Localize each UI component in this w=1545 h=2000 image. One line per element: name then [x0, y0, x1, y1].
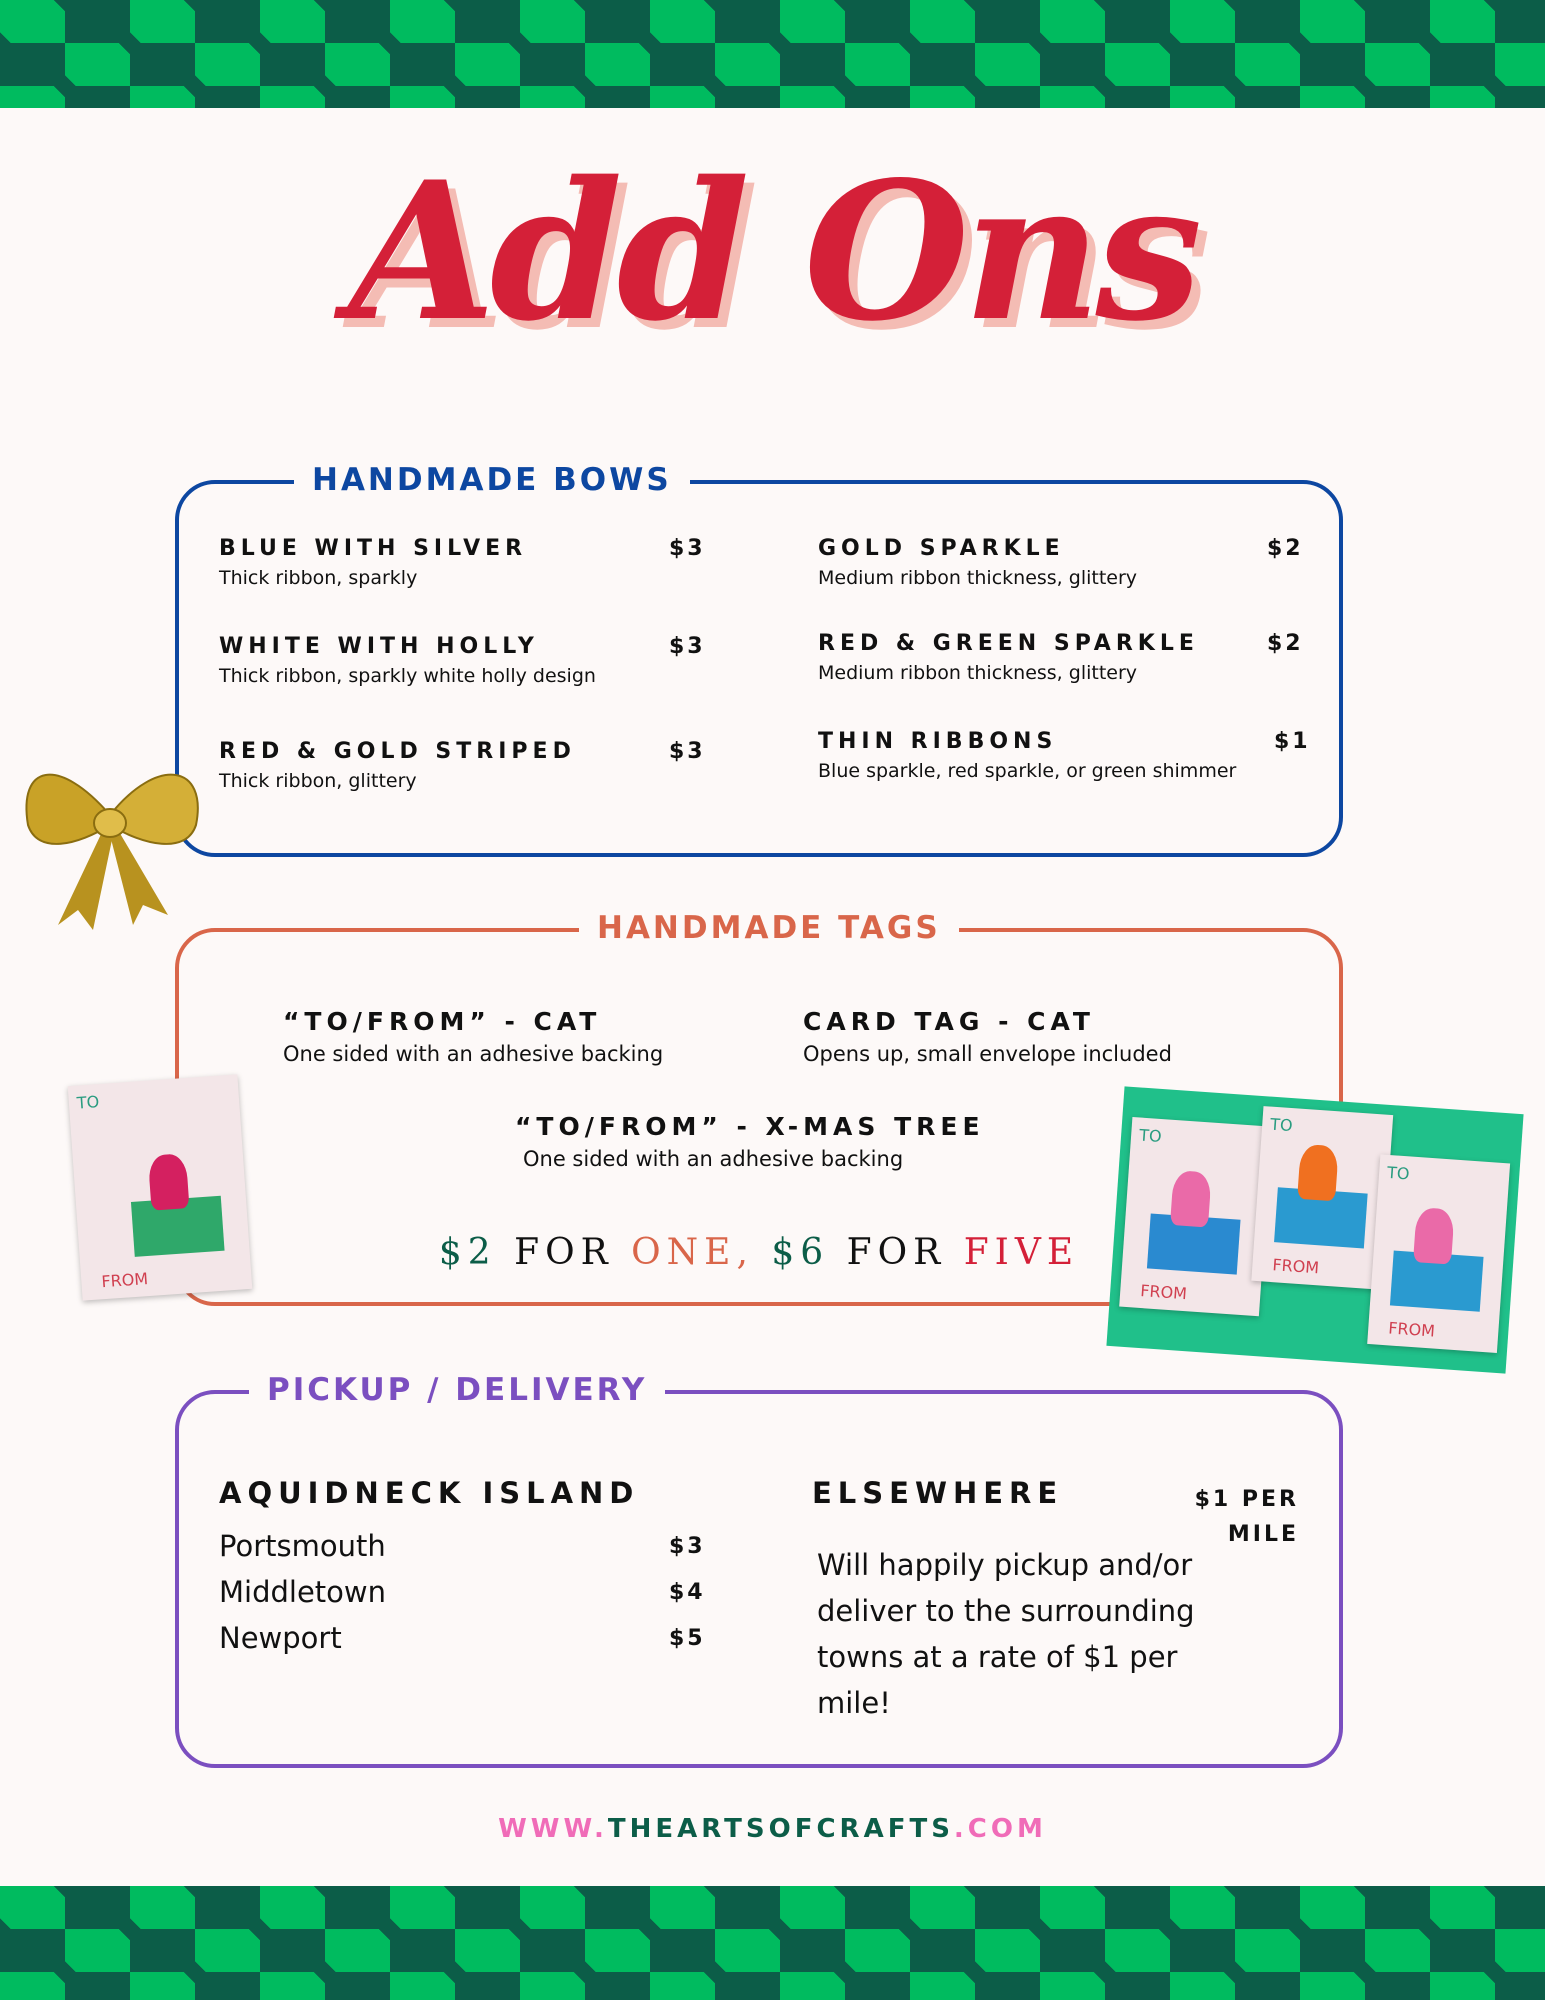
- tag-pricing: $2 FOR ONE, $6 FOR FIVE: [438, 1232, 1080, 1273]
- town-price: $4: [669, 1580, 706, 1605]
- website-link[interactable]: WWW.THEARTSOFCRAFTS.COM: [498, 1814, 1047, 1844]
- bow-price: $3: [669, 634, 706, 659]
- town-name: Newport: [219, 1621, 342, 1655]
- town-price: $3: [669, 1534, 706, 1559]
- card-tags-image: TO FROM TO FROM TO FROM: [1106, 1086, 1523, 1373]
- bow-price: $2: [1267, 631, 1304, 656]
- delivery-section: [175, 1372, 1343, 1768]
- delivery-heading: PICKUP / DELIVERY: [249, 1372, 665, 1408]
- checker-border-bottom: [0, 1886, 1545, 2000]
- bow-item: THIN RIBBONS Blue sparkle, red sparkle, or green shimmer: [818, 729, 1237, 782]
- town-price: $5: [669, 1626, 706, 1651]
- gold-bow-image: [18, 745, 203, 935]
- cat-tag-image: TO FROM: [68, 1074, 253, 1300]
- bow-price: $1: [1274, 729, 1311, 754]
- bow-item: RED & GOLD STRIPED Thick ribbon, glittery: [219, 739, 576, 792]
- bow-item: WHITE WITH HOLLY Thick ribbon, sparkly white holly design: [219, 634, 596, 687]
- bow-item: RED & GREEN SPARKLE Medium ribbon thickness, glittery: [818, 631, 1199, 684]
- bow-price: $2: [1267, 536, 1304, 561]
- tag-item: “TO/FROM” - CAT One sided with an adhesive backing: [283, 1007, 664, 1066]
- tag-item: CARD TAG - CAT Opens up, small envelope included: [803, 1007, 1172, 1066]
- island-heading: AQUIDNECK ISLAND: [219, 1476, 640, 1510]
- elsewhere-heading: ELSEWHERE: [812, 1476, 1064, 1510]
- town-name: Portsmouth: [219, 1529, 386, 1563]
- bow-price: $3: [669, 536, 706, 561]
- bows-section: [175, 462, 1343, 857]
- bow-item: GOLD SPARKLE Medium ribbon thickness, glittery: [818, 536, 1138, 589]
- checker-border-top: [0, 0, 1545, 108]
- elsewhere-note: Will happily pickup and/or deliver to the surrounding towns at a rate of $1 per mile!: [817, 1548, 1195, 1720]
- bow-price: $3: [669, 739, 706, 764]
- page-title: Add Ons: [348, 140, 1197, 363]
- tags-heading: HANDMADE TAGS: [579, 910, 959, 946]
- town-name: Middletown: [219, 1575, 387, 1609]
- bows-heading: HANDMADE BOWS: [294, 462, 690, 498]
- tag-item: “TO/FROM” - X-MAS TREE One sided with an adhesive backing: [515, 1112, 985, 1171]
- elsewhere-rate: $1 PER MILE: [1194, 1487, 1299, 1547]
- bow-item: BLUE WITH SILVER Thick ribbon, sparkly: [219, 536, 528, 589]
